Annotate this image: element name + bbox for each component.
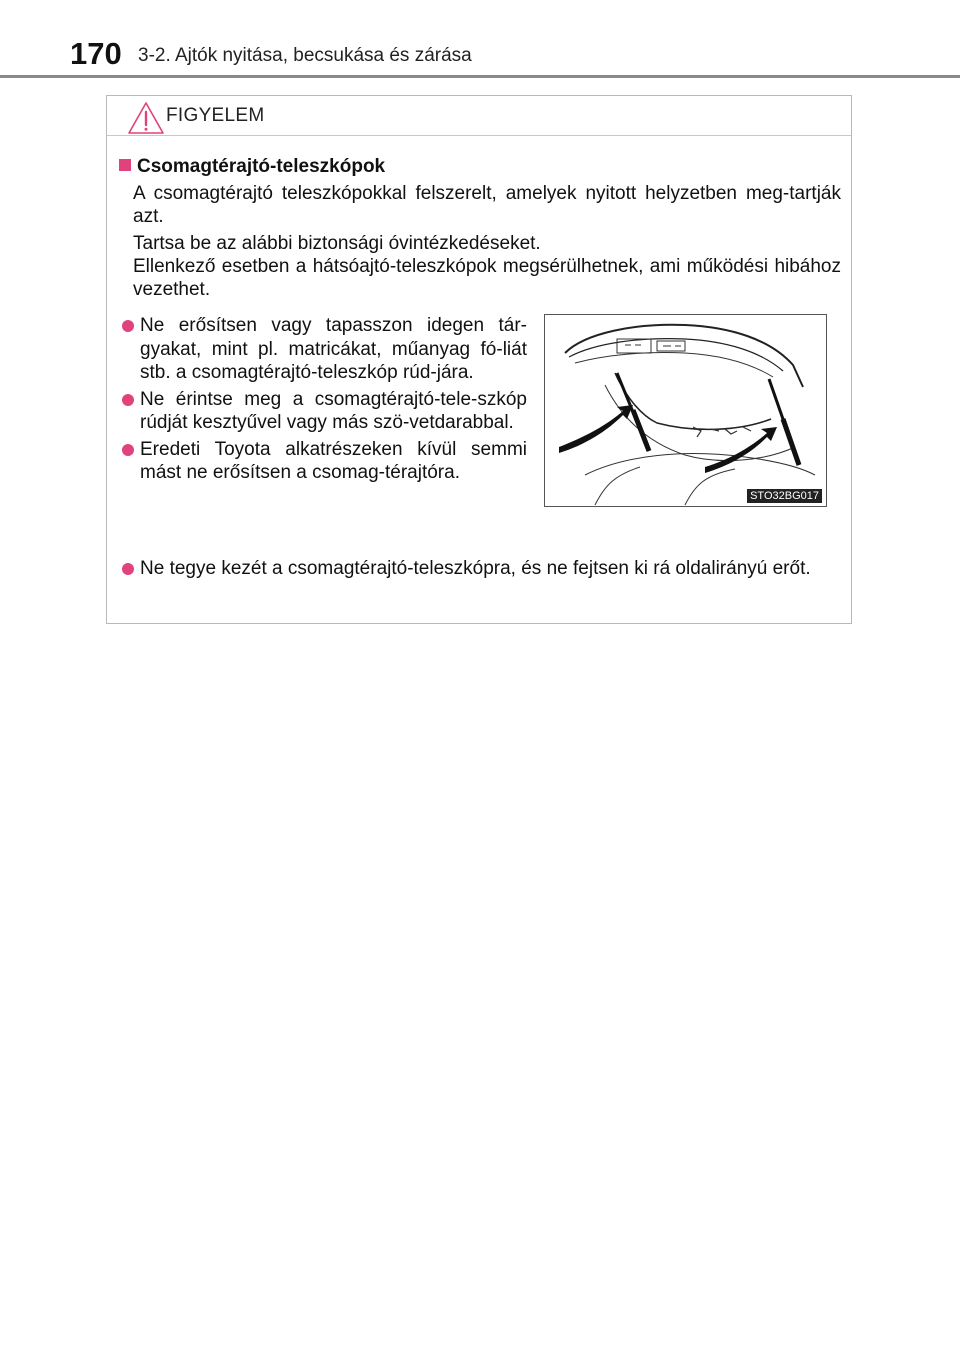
warning-header	[107, 96, 851, 136]
warning-label: FIGYELEM	[166, 105, 265, 126]
paragraph-intro: A csomagtérajtó teleszkópokkal felszerelt, amelyek nyitott helyzetben meg-tartják azt.	[133, 183, 841, 227]
round-bullet-icon	[122, 320, 134, 332]
page-header	[0, 0, 960, 80]
list-item-text: Ne tegye kezét a csomagtérajtó-teleszkópra, és ne fejtsen ki rá oldalirányú erőt.	[140, 558, 811, 579]
section-title: 3-2. Ajtók nyitása, becsukása és zárása	[138, 45, 472, 66]
tailgate-illustration	[544, 314, 827, 507]
warning-box	[106, 95, 852, 624]
figure-code: STO32BG017	[747, 489, 822, 503]
square-bullet-icon	[119, 159, 131, 171]
round-bullet-icon	[122, 394, 134, 406]
warning-triangle-icon	[127, 101, 165, 135]
item-heading	[119, 156, 385, 178]
header-rule	[0, 75, 960, 78]
tailgate-drawing	[545, 315, 826, 506]
paragraph-precautions	[133, 232, 841, 301]
paragraph-precautions-line2: Ellenkező esetben a hátsóajtó-teleszkópok megsérülhetnek, ami működési hibához vezethet.	[133, 256, 841, 300]
bullet-list	[119, 314, 527, 488]
round-bullet-icon	[122, 563, 134, 575]
page-number: 170	[70, 36, 122, 71]
round-bullet-icon	[122, 444, 134, 456]
paragraph-precautions-line1: Tartsa be az alábbi biztonsági óvintézkedéseket.	[133, 233, 541, 254]
list-item-text: Ne érintse meg a csomagtérajtó-tele-szkóp rúdját kesztyűvel vagy más szö-vetdarabbal.	[140, 388, 527, 433]
item-title: Csomagtérajtó-teleszkópok	[137, 156, 386, 177]
list-item-text: Ne erősítsen vagy tapasszon idegen tár-gyakat, mint pl. matricákat, műanyag fó-liát stb. a csomagtérajtó-teleszkóp rúd-jára.	[140, 315, 527, 383]
list-item	[119, 388, 527, 435]
list-item	[119, 557, 862, 581]
list-item-text: Eredeti Toyota alkatrészeken kívül semmi mást ne erősítsen a csomag-térajtóra.	[140, 438, 527, 483]
list-item	[119, 314, 527, 385]
list-item	[119, 438, 527, 485]
